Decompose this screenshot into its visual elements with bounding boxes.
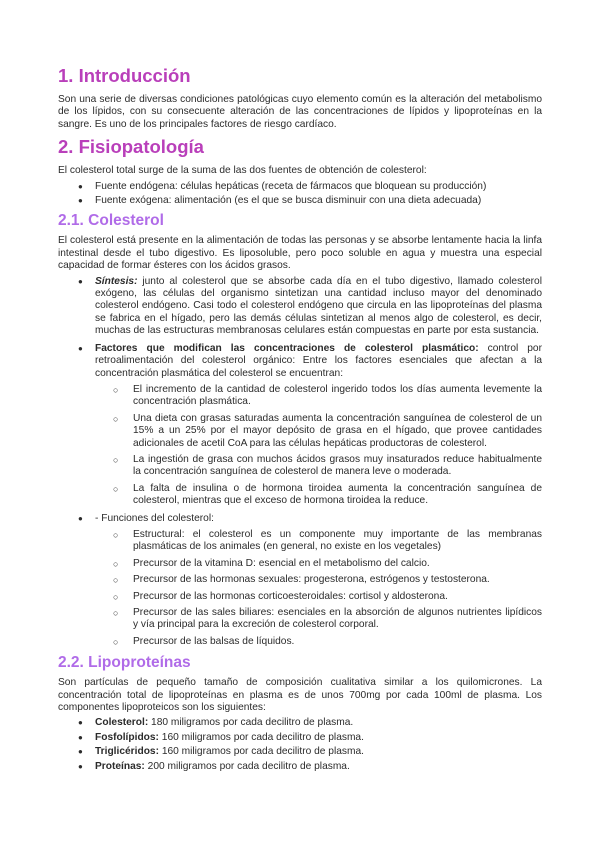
list-item: ○ Precursor de las sales biliares: esenciales en la absorción de algunos nutrientes lipídicos y vía principal para la excreción de colesterol corporal. [95, 607, 542, 632]
section-fisiopatologia [58, 135, 542, 207]
list-item-sintesis [58, 276, 542, 338]
list-item: ○ Precursor de las hormonas sexuales: progesterona, estrógenos y testosterona. [95, 574, 542, 586]
list-item: ● Fuente exógena: alimentación (es el que se busca disminuir con una dieta adecuada) [58, 195, 542, 207]
list-item-factores [58, 343, 542, 508]
list-factores [95, 384, 542, 508]
heading-lipoproteinas: 2.2. Lipoproteínas [58, 654, 191, 672]
list-fuentes [58, 181, 542, 208]
value-proteinas: 200 miligramos por cada decilitro de plasma. [144, 760, 350, 772]
list-item: ○ El incremento de la cantidad de colesterol ingerido todos los días aumenta levemente la concentración plasmática. [95, 384, 542, 409]
list-item [58, 746, 542, 758]
section-colesterol [58, 211, 542, 648]
section-introduccion [58, 64, 542, 131]
list-item: ○ La ingestión de grasa con muchos ácidos grasos muy insaturados reduce habitualmente la concentración sanguínea de colesterol de manera leve o moderada. [95, 454, 542, 479]
list-funciones [95, 529, 542, 648]
heading-fisiopatologia: 2. Fisiopatología [58, 136, 204, 158]
text-sintesis: junto al colesterol que se absorbe cada día en el tubo digestivo, llamado colesterol exógeno, las células del organismo sintetizan una cantidad incluso mayor del denominado colesterol endógeno. Casi todo el colesterol endógeno que circula en las lipoproteínas del plasma se fabrica en el hígado, pero las demás células sintetizan al menos algo de colesterol, es decir, muchas de las estructuras membranosas celulares están compuestas en parte por esta sustancia. [95, 275, 542, 337]
list-componentes [58, 717, 542, 773]
list-item: ○ Precursor de la vitamina D: esencial en el metabolismo del calcio. [95, 558, 542, 570]
heading-colesterol: 2.1. Colesterol [58, 212, 164, 230]
value-colesterol: 180 miligramos por cada decilitro de plasma. [148, 717, 354, 729]
label-sintesis: Síntesis: [95, 275, 138, 287]
list-item [58, 732, 542, 744]
label-trigliceridos: Triglicéridos: [95, 746, 159, 758]
heading-introduccion: 1. Introducción [58, 65, 191, 86]
label-factores: Factores que modifican las concentraciones de colesterol plasmático: [95, 342, 479, 354]
section-lipoproteinas [58, 653, 542, 773]
list-item: ○ Una dieta con grasas saturadas aumenta la concentración sanguínea de colesterol de un 15% a un 25% por el mayor depósito de grasa en el hígado, que provee cantidades adicionales de acetil CoA para las células hepáticas productoras de colesterol. [95, 413, 542, 450]
label-funciones: - Funciones del colesterol: [95, 512, 214, 524]
list-item: ○ La falta de insulina o de hormona tiroidea aumenta la concentración sanguínea de colesterol, mientras que el exceso de hormona tiroidea la reduce. [95, 483, 542, 508]
label-fosfolipidos: Fosfolípidos: [95, 731, 159, 743]
list-colesterol [58, 276, 542, 649]
list-item: ● Fuente endógena: células hepáticas (receta de fármacos que bloquean su producción) [58, 181, 542, 193]
label-colesterol: Colesterol: [95, 717, 149, 729]
value-fosfolipidos: 160 miligramos por cada decilitro de plasma. [158, 731, 364, 743]
text-factores: control por retroalimentación del colesterol orgánico: Entre los factores esenciales que afectan a la concentración plasmática del colesterol se encuentran: [95, 342, 542, 379]
list-item: ○ Precursor de las hormonas corticoesteroidales: cortisol y aldosterona. [95, 591, 542, 603]
list-item [58, 761, 542, 773]
list-item-funciones [58, 513, 542, 649]
label-proteinas: Proteínas: [95, 760, 145, 772]
paragraph-fisiopatologia: El colesterol total surge de la suma de las dos fuentes de obtención de colesterol: [58, 165, 427, 177]
list-item: ○ Estructural: el colesterol es un componente muy importante de las membranas plasmáticas de los animales (en general, no existe en los vegetales) [95, 529, 542, 554]
paragraph-lipoproteinas: Son partículas de pequeño tamaño de composición cualitativa similar a los quilomicrones. La concentración total de lipoproteínas en plasma es de unos 700mg por cada 100ml de plasma. Los componentes lipoproteicos son los siguientes: [58, 677, 542, 714]
list-item: ○ Precursor de las balsas de líquidos. [95, 636, 542, 648]
list-item [58, 717, 542, 729]
paragraph-introduccion: Son una serie de diversas condiciones patológicas cuyo elemento común es la alteración del metabolismo de los lípidos, con su consecuente alteración de las concentraciones de lípidos y lipoproteínas en la sangre. Es uno de los principales factores de riesgo cardíaco. [58, 94, 542, 130]
paragraph-colesterol: El colesterol está presente en la alimentación de todas las personas y se absorbe lentamente hacia la linfa intestinal desde el tubo digestivo. Es liposoluble, pero poco soluble en agua y muestra una especial capacidad de formar ésteres con los ácidos grasos. [58, 235, 542, 272]
value-trigliceridos: 160 miligramos por cada decilitro de plasma. [158, 746, 364, 758]
